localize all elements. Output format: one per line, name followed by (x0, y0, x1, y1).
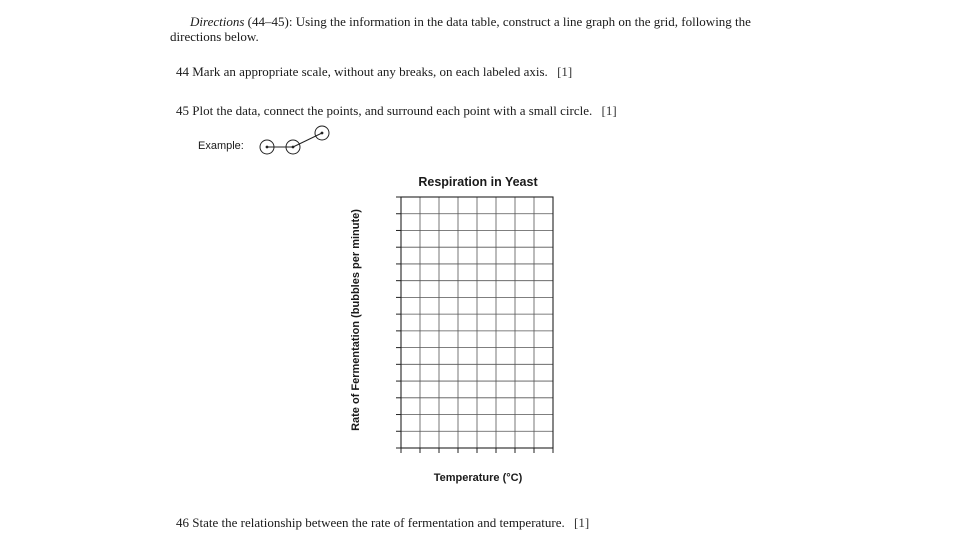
directions-label: Directions (190, 14, 245, 29)
example-point-dot (292, 146, 295, 149)
example-connector-line (293, 133, 322, 147)
directions-range: (44–45): (247, 14, 293, 29)
blank-graph-grid[interactable] (393, 192, 563, 454)
question-44-number: 44 (176, 64, 189, 79)
question-45-points: [1] (601, 103, 617, 118)
graph-y-axis-label: Rate of Fermentation (bubbles per minute) (350, 209, 362, 431)
graph-title: Respiration in Yeast (418, 175, 538, 189)
question-45-number: 45 (176, 103, 189, 118)
question-45 (176, 103, 617, 119)
question-46 (176, 515, 589, 531)
directions-text: Using the information in the data table, construct a line graph on the grid, following the (295, 14, 751, 29)
question-46-text: State the relationship between the rate of fermentation and temperature. (192, 515, 565, 530)
question-44 (176, 64, 572, 80)
question-46-points: [1] (574, 515, 590, 530)
directions-line-1 (190, 14, 751, 30)
directions-line-2: directions below. (170, 29, 259, 44)
example-label: Example: (198, 140, 244, 152)
example-plot-illustration (255, 122, 340, 158)
question-46-number: 46 (176, 515, 189, 530)
question-44-points: [1] (557, 64, 573, 79)
graph-x-axis-label: Temperature (°C) (433, 472, 523, 484)
example-point-dot (266, 146, 269, 149)
example-point-dot (321, 132, 324, 135)
question-45-text: Plot the data, connect the points, and surround each point with a small circle. (192, 103, 593, 118)
question-44-text: Mark an appropriate scale, without any breaks, on each labeled axis. (192, 64, 548, 79)
